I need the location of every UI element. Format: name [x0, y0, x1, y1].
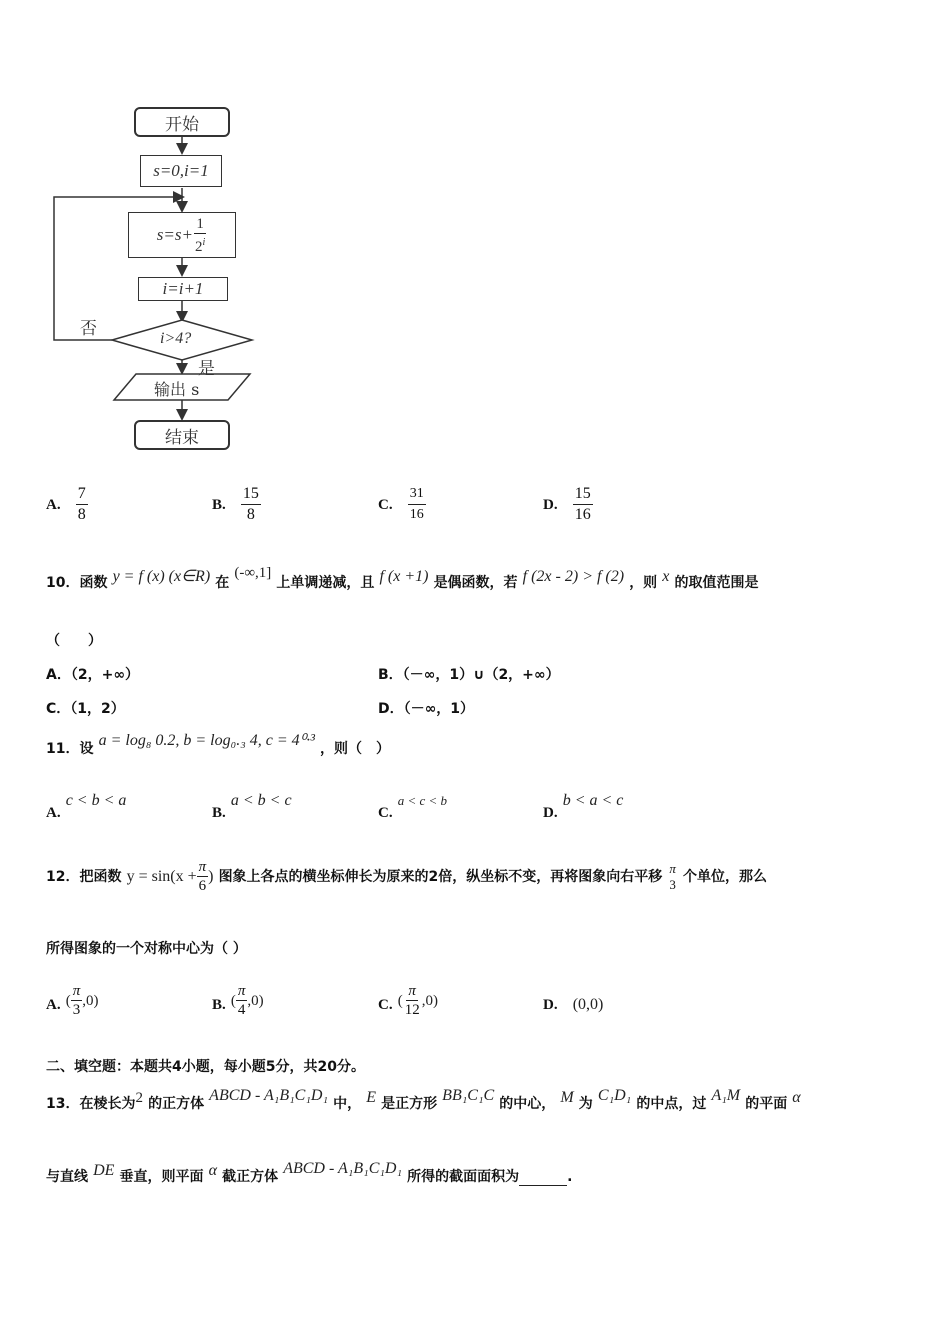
q12-option-b[interactable]: B. ( $\frac{\pi}{4}$ ,0) — [212, 983, 264, 1018]
flow-condition: i>4? — [160, 330, 192, 347]
answer-blank[interactable] — [519, 1171, 567, 1186]
flow-init: s=0,i=1 — [140, 155, 222, 187]
flow-fraction: $\frac{1}{2^i}$ — [194, 215, 206, 255]
q11-option-b[interactable]: B. a < b < c — [212, 792, 292, 821]
flow-no-label: 否 — [80, 319, 97, 339]
section-heading: 二、填空题：本题共4小题，每小题5分，共20分。 — [46, 1059, 365, 1075]
q11-option-a[interactable]: A. c < b < a — [46, 792, 127, 821]
flow-update-s: s=s+ $\frac{1}{2^i}$ — [128, 212, 236, 258]
q12-line2: 所得图象的一个对称中心为（ ） — [46, 941, 247, 957]
q10-stem: 10．函数 y = f (x) (x∈R) 在 (-∞,1] 上单调递减，且 f (x +1) 是偶函数，若 f (2x - 2) > f (2) ，则 x 的取值范围是 — [46, 565, 759, 591]
flowchart — [40, 100, 270, 460]
q10-option-d[interactable]: D．（－∞，1） — [378, 701, 475, 717]
q13-line2: 与直线 DE 垂直，则平面 α 截正方体 ABCD - A₁B₁C₁D₁ 所得的截面面积为 . — [46, 1160, 573, 1185]
q12-option-a[interactable]: A. ( $\frac{\pi}{3}$ ,0) — [46, 983, 99, 1018]
q13-line1: 13．在棱长为2 的正方体 ABCD - A₁B₁C₁D₁ 中， E 是正方形 BB₁C₁C 的中心， M 为 C₁D₁ 的中点，过 A₁M 的平面 α — [46, 1087, 801, 1112]
flow-yes-label: 是 — [198, 359, 215, 379]
flow-update-i: i=i+1 — [138, 277, 228, 301]
q10-option-a[interactable]: A．（2，+∞） — [46, 667, 139, 683]
q12-option-c[interactable]: C. ( $\frac{\pi}{12}$ ,0) — [378, 983, 438, 1018]
q11-option-d[interactable]: D. b < a < c — [543, 792, 624, 821]
q11-option-c[interactable]: C. a < c < b — [378, 793, 448, 821]
flow-start: 开始 — [134, 107, 230, 137]
q9-option-c[interactable]: C. $\frac{31}{16}$ — [378, 486, 424, 522]
q12-option-d[interactable]: D. (0,0) — [543, 996, 604, 1013]
q9-option-a[interactable]: A. $\frac{7}{8}$ — [46, 485, 86, 523]
q9-option-d[interactable]: D. $\frac{15}{16}$ — [543, 485, 591, 523]
q10-option-c[interactable]: C．（1，2） — [46, 701, 125, 717]
flow-end: 结束 — [134, 420, 230, 450]
q9-option-b[interactable]: B. $\frac{15}{8}$ — [212, 485, 259, 523]
q12-stem: 12．把函数 y = sin(x + $\frac{\pi}{6}$ ) 图象上各点的横坐标伸长为原来的2倍，纵坐标不变，再将图象向右平移 π 3 个单位，那么 — [46, 859, 768, 894]
q10-paren: （ ） — [46, 633, 102, 649]
flow-output: 输出 s — [154, 380, 200, 399]
q10-option-b[interactable]: B．（－∞，1）∪（2，+∞） — [378, 667, 560, 683]
q11-stem: 11．设 a = log₈ 0.2, b = log₀.₃ 4, c = 4⁰·³ ，则（ ） — [46, 732, 390, 757]
